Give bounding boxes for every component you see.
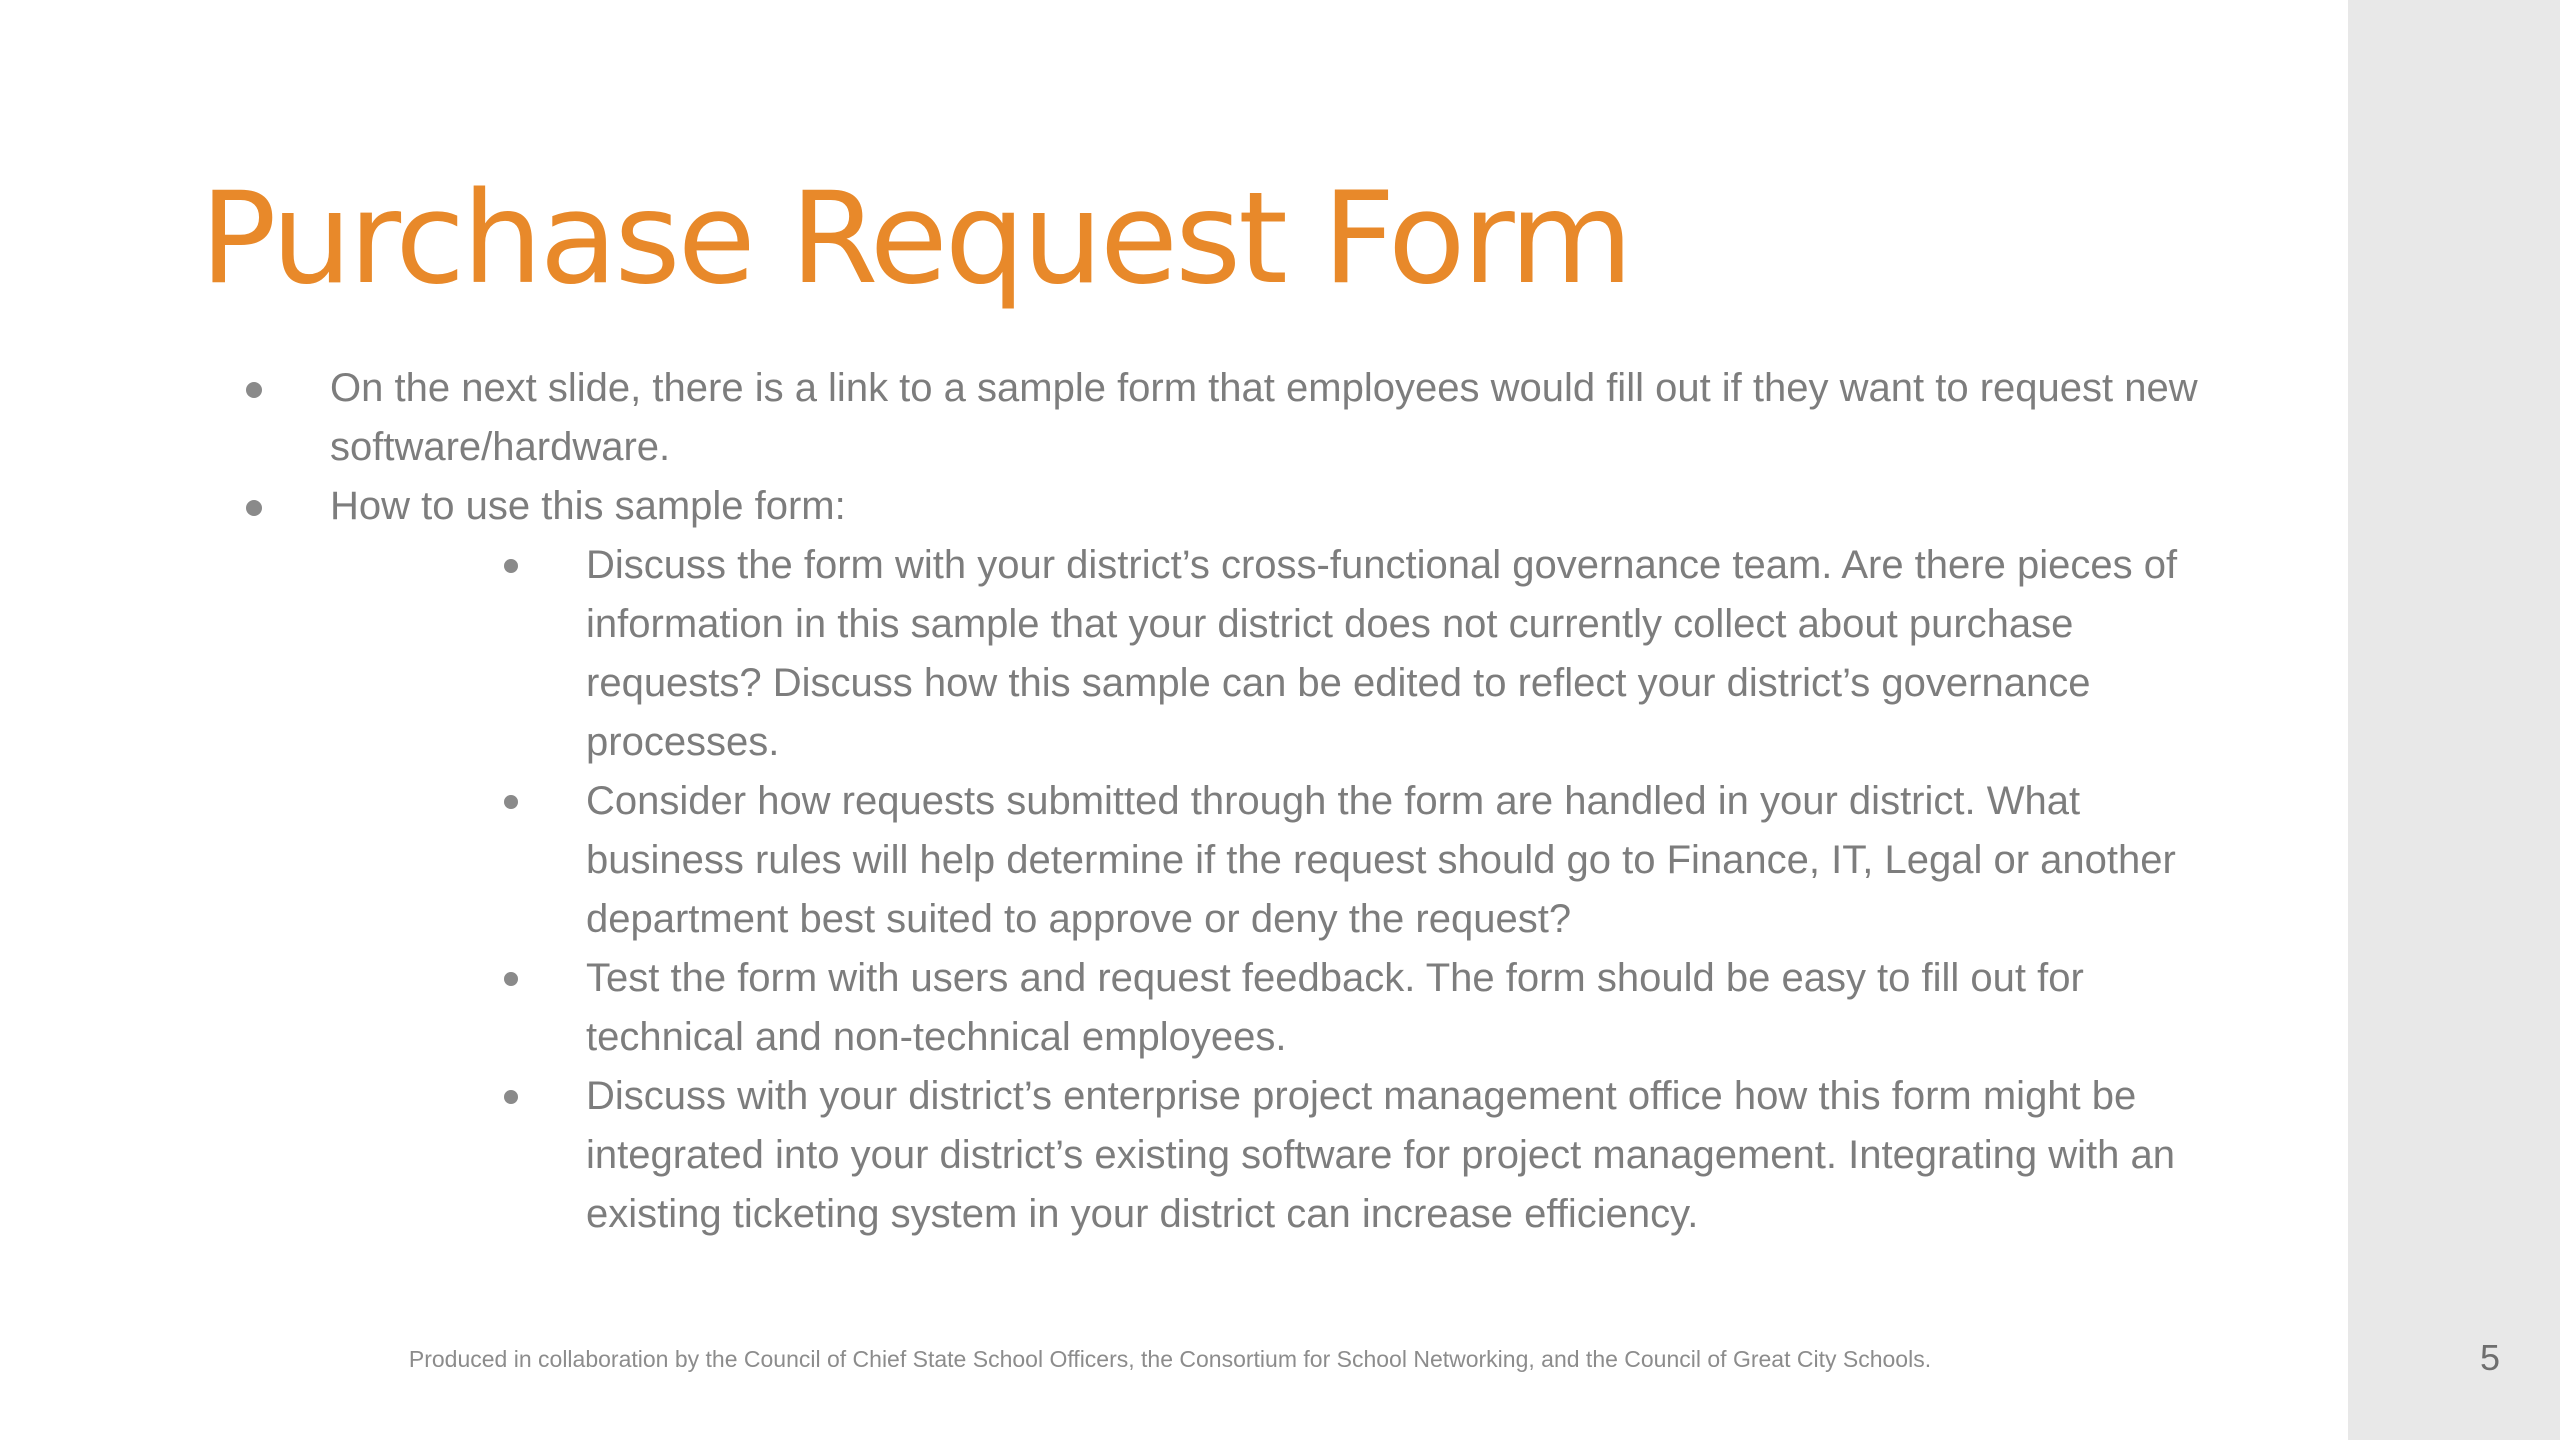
bullet-dot-icon [246, 382, 262, 398]
bullet-text: On the next slide, there is a link to a sample form that employees would fill out if they want to request new software/hardware. [330, 366, 2198, 469]
sub-bullet-item [200, 1067, 2200, 1244]
footer-text: Produced in collaboration by the Council of Chief State School Officers, the Consortium for School Networking, and the Council of Great City Schools. [408, 1346, 1932, 1372]
sub-bullet-list [200, 536, 2200, 1244]
sub-bullet-text: Discuss with your district’s enterprise project management office how this form might be integrated into your district’s existing software for project management. Integrating with an existing ticketing system in your district can increase efficiency. [586, 1074, 2175, 1236]
bullet-item [200, 359, 2200, 477]
hollow-circle-bullet-icon [504, 559, 518, 573]
slide-title: Purchase Request Form [200, 164, 1631, 312]
bullet-dot-icon [246, 500, 262, 516]
hollow-circle-bullet-icon [504, 972, 518, 986]
side-panel [2348, 0, 2560, 1440]
footer-credit [0, 1344, 2560, 1374]
page-number: 5 [2479, 1337, 2501, 1378]
hollow-circle-bullet-icon [504, 795, 518, 809]
sub-bullet-text: Test the form with users and request feedback. The form should be easy to fill out for technical and non-technical employees. [586, 956, 2084, 1059]
bullet-list [200, 359, 2200, 1244]
bullet-text: How to use this sample form: [330, 484, 846, 528]
sub-bullet-item [200, 949, 2200, 1067]
hollow-circle-bullet-icon [504, 1090, 518, 1104]
sub-bullet-text: Discuss the form with your district’s cross-functional governance team. Are there pieces of information in this sample that your district does not currently collect about purchase requests? Discuss how this sample can be edited to reflect your district’s governance processes. [586, 543, 2178, 764]
sub-bullet-item [200, 772, 2200, 949]
sub-bullet-text: Consider how requests submitted through the form are handled in your district. What business rules will help determine if the request should go to Finance, IT, Legal or another department best suited to approve or deny the request? [586, 779, 2176, 941]
bullet-item [200, 477, 2200, 1244]
sub-bullet-item [200, 536, 2200, 772]
